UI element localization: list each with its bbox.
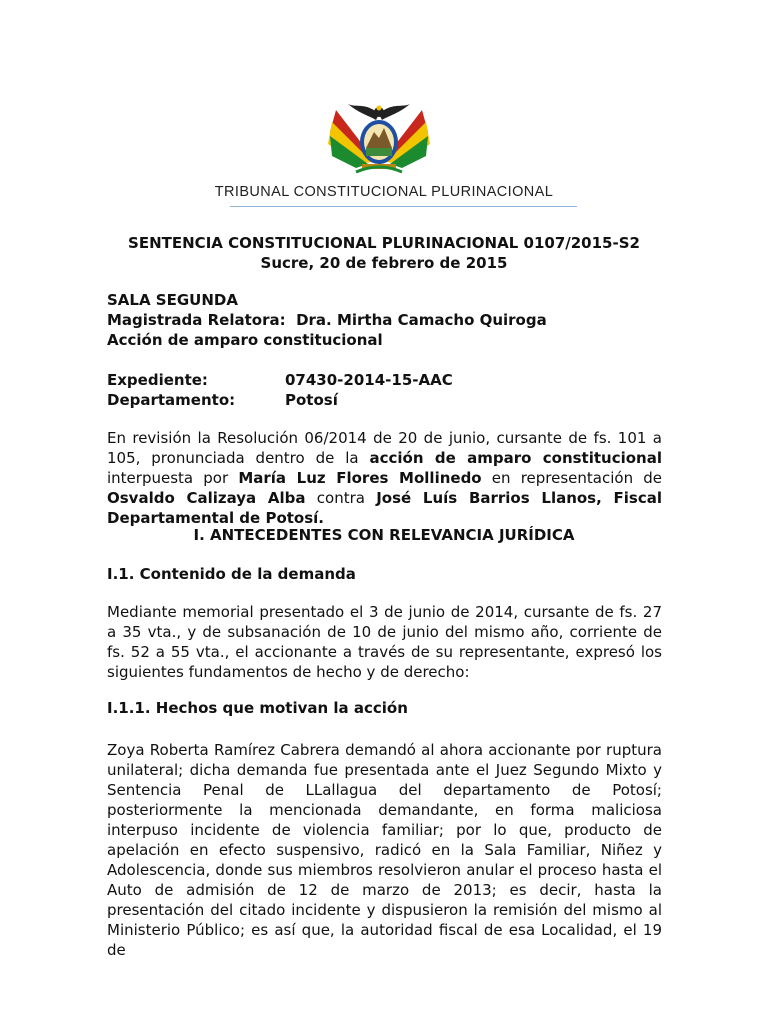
court-name: TRIBUNAL CONSTITUCIONAL PLURINACIONAL: [214, 184, 554, 200]
intro-text-2: interpuesta por: [107, 469, 239, 487]
relatora-line: [107, 310, 662, 330]
relatora-label: Magistrada Relatora:: [107, 311, 286, 329]
subsection-heading-hechos: I.1.1. Hechos que motivan la acción: [107, 699, 408, 717]
intro-text-1: En revisión la Resolución 06/2014 de 20 de junio, cursante de fs. 101 a 105, pronunciada dentro de la: [107, 429, 662, 467]
expediente-label: Expediente:: [107, 371, 208, 389]
sentence-title: SENTENCIA CONSTITUCIONAL PLURINACIONAL 0107/2015-S2: [128, 234, 640, 252]
intro-paragraph: [107, 428, 662, 528]
case-meta: [107, 290, 662, 350]
sala-label: SALA SEGUNDA: [107, 291, 238, 309]
intro-bold-plaintiff: María Luz Flores Mollinedo: [238, 469, 482, 487]
subsection-heading-demanda: I.1. Contenido de la demanda: [107, 565, 356, 583]
case-details: [107, 370, 662, 410]
departamento-value: Potosí: [285, 391, 338, 409]
departamento-label: Departamento:: [107, 391, 236, 409]
header-divider: [230, 206, 577, 207]
section-heading: I. ANTECEDENTES CON RELEVANCIA JURÍDICA: [193, 526, 575, 544]
expediente-value: 07430-2014-15-AAC: [285, 371, 453, 389]
hechos-paragraph: Zoya Roberta Ramírez Cabrera demandó al ahora accionante por ruptura unilateral; dicha demanda fue presentada ante el Juez Segundo Mixto y Sentencia Penal de LLallagua del departamento de Potosí; posteriormente la mencionada demandante, en forma maliciosa interpuso incidente de violencia familiar; por lo que, producto de apelación en efecto suspensivo, radicó en la Sala Familiar, Niñez y Adolescencia, donde sus miembros resolvieron anular el proceso hasta el Auto de admisión de 12 de marzo de 2013; es decir, hasta la presentación del citado incidente y dispusieron la remisión del mismo al Ministerio Público; es así que, la autoridad fiscal de esa Localidad, el 19 de: [107, 741, 662, 959]
demanda-paragraph: Mediante memorial presentado el 3 de junio de 2014, cursante de fs. 27 a 35 vta., y de subsanación de 10 de junio del mismo año, corriente de fs. 52 a 55 vta., el accionante a través de su representante, expresó los siguientes fundamentos de hecho y de derecho:: [107, 603, 662, 681]
departamento-row: [107, 390, 662, 410]
action-type: Acción de amparo constitucional: [107, 331, 383, 349]
intro-text-4: contra: [305, 489, 377, 507]
expediente-row: [107, 370, 662, 390]
intro-bold-action: acción de amparo constitucional: [369, 449, 662, 467]
bolivia-coat-of-arms-icon: [326, 92, 432, 178]
relatora-value: Dra. Mirtha Camacho Quiroga: [296, 311, 547, 329]
intro-bold-represented: Osvaldo Calizaya Alba: [107, 489, 306, 507]
intro-bold-defendant: José Luís Barrios Llanos, Fiscal Departamental de Potosí.: [107, 489, 662, 527]
sentence-date: Sucre, 20 de febrero de 2015: [260, 254, 508, 272]
intro-text-3: en representación de: [481, 469, 663, 487]
